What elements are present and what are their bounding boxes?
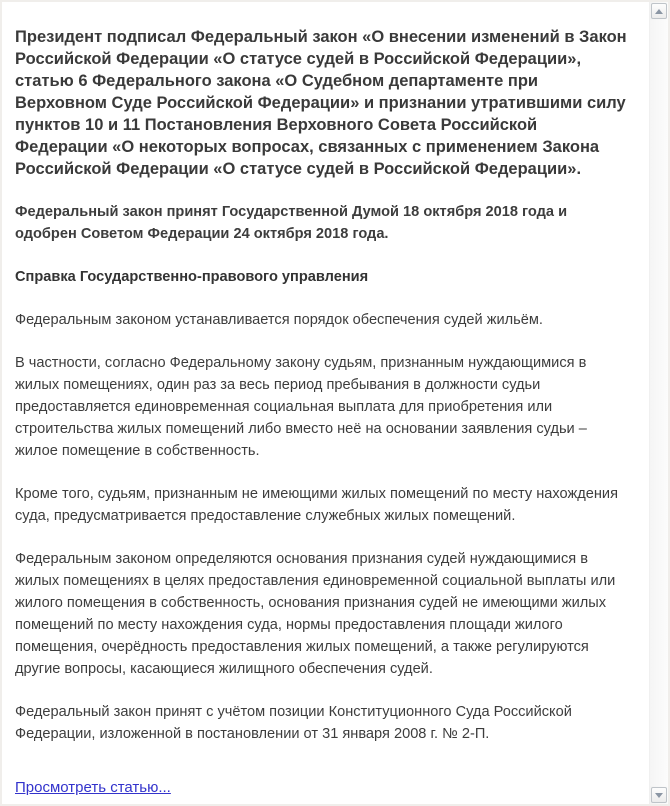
article-lead: Президент подписал Федеральный закон «О внесении изменений в Закон Российской Федерации «О статусе судей в Российской Федерации», статью 6 Федерального закона «О Судебном департаменте при Верховном Суде Российской Федерации» и признании утратившими силу пунктов 10 и 11 Постановления Верховного Совета Российской Федерации «О некоторых вопросах, связанных с применением Закона Российской Федерации «О статусе судей в Российской Федерации». bbox=[15, 28, 627, 178]
view-article-link-row bbox=[15, 779, 631, 797]
scroll-down-button[interactable] bbox=[651, 787, 667, 803]
scrollbar-track[interactable] bbox=[650, 20, 668, 786]
view-article-link[interactable]: Просмотреть статью... bbox=[15, 779, 171, 796]
article-paragraph: В частности, согласно Федеральному закону судьям, признанным нуждающимися в жилых помещениях, один раз за весь период пребывания в должности судьи предоставляется единовременная социальная выплата для приобретения или строительства жилых помещений либо вместо неё на основании заявления судьи – жилое помещение в собственность. bbox=[15, 355, 587, 459]
scroll-up-button[interactable] bbox=[651, 3, 667, 19]
article-paragraph: Федеральным законом устанавливается порядок обеспечения судей жильём. bbox=[15, 312, 543, 328]
article-adoption-dates: Федеральный закон принят Государственной Думой 18 октября 2018 года и одобрен Советом Федерации 24 октября 2018 года. bbox=[15, 204, 568, 242]
triangle-down-icon bbox=[655, 793, 663, 798]
triangle-up-icon bbox=[655, 9, 663, 14]
section-heading: Справка Государственно-правового управления bbox=[15, 269, 369, 285]
article-paragraph: Федеральный закон принят с учётом позиции Конституционного Суда Российской Федерации, изложенной в постановлении от 31 января 2008 г. № 2-П. bbox=[15, 704, 572, 742]
vertical-scrollbar[interactable] bbox=[649, 2, 668, 804]
article-content bbox=[2, 2, 649, 804]
article-paragraph: Федеральным законом определяются основания признания судей нуждающимися в жилых помещениях в целях предоставления единовременной социальной выплаты или жилого помещения в собственность, основания признания судей не имеющими жилых помещений по месту нахождения суда, нормы предоставления площади жилого помещения, очерёдность предоставления жилых помещений, а также регулируются другие вопросы, касающиеся жилищного обеспечения судей. bbox=[15, 551, 616, 677]
article-paragraph: Кроме того, судьям, признанным не имеющими жилых помещений по месту нахождения суда, предусматривается предоставление служебных жилых помещений. bbox=[15, 486, 618, 524]
